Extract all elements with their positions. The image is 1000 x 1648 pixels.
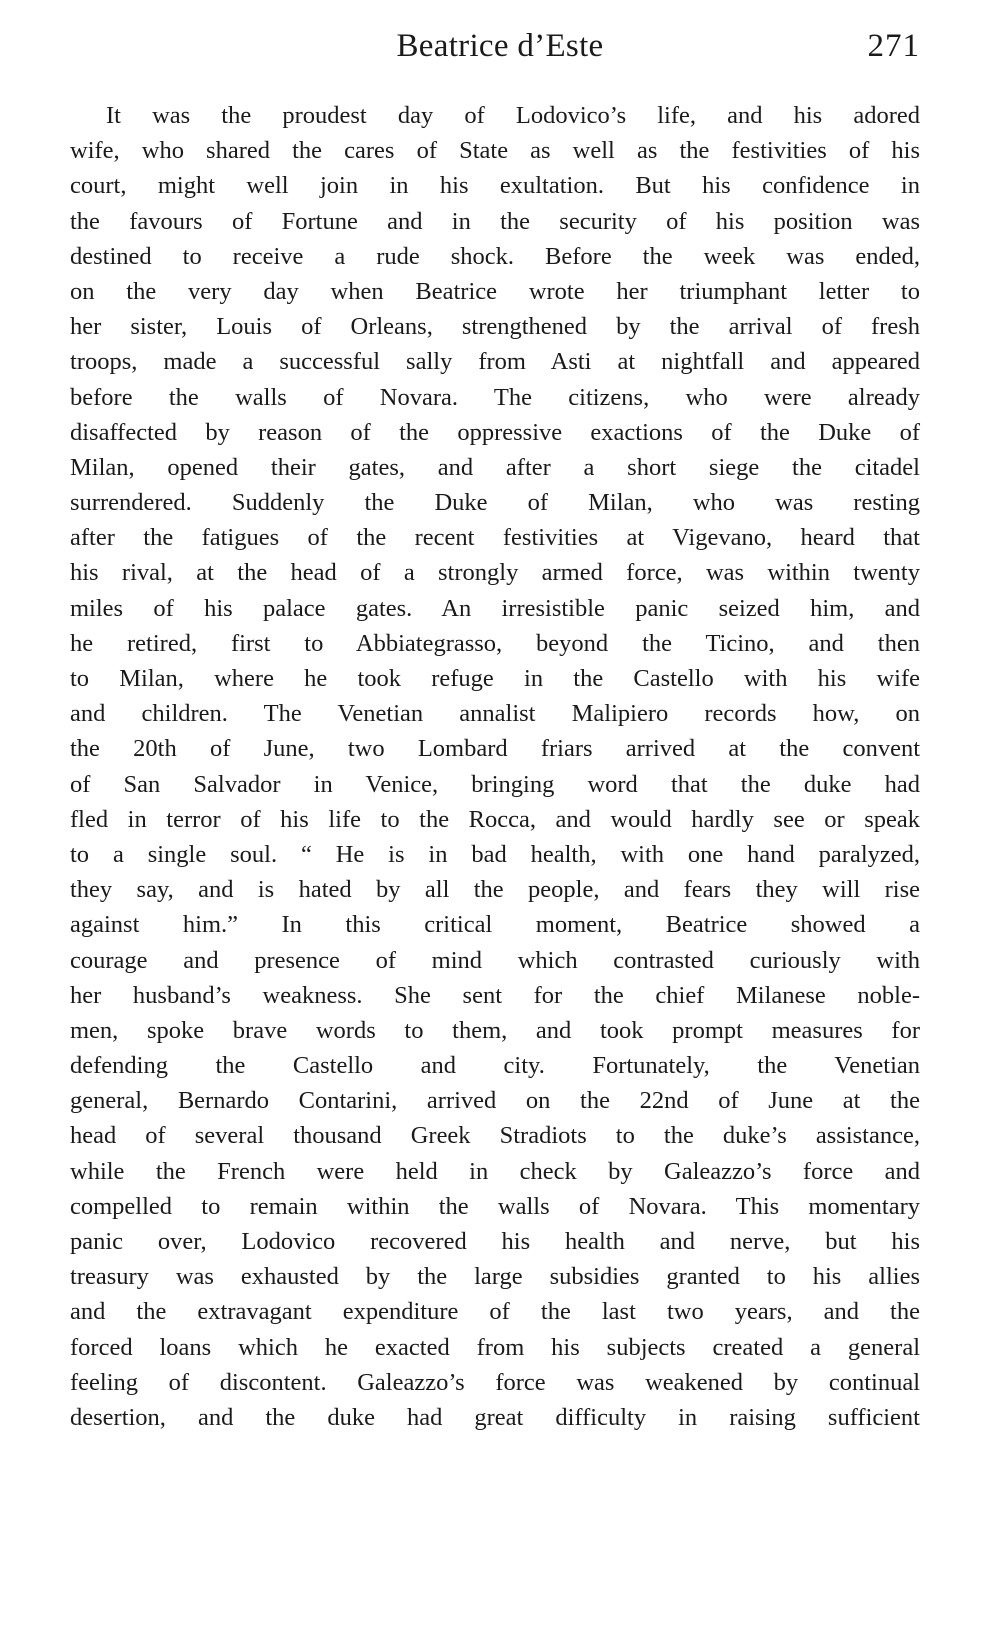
text-line: desertion, and the duke had great difficulty in raising sufficient (70, 1403, 920, 1431)
text-line: panic over, Lodovico recovered his health and nerve, but his (70, 1228, 920, 1255)
text-line: after the fatigues of the recent festivities at Vigevano, heard that (70, 524, 920, 552)
text-line: feeling of discontent. Galeazzo’s force was weakened by continual (70, 1368, 920, 1396)
text-line: defending the Castello and city. Fortunately, the Venetian (70, 1052, 920, 1080)
page-number: 271 (867, 28, 920, 64)
text-line: he retired, first to Abbiategrasso, beyond the Ticino, and then (70, 629, 920, 657)
text-line: the favours of Fortune and in the security of his position was (70, 207, 920, 235)
text-line: while the French were held in check by Galeazzo’s force and (70, 1157, 920, 1185)
body-paragraph (70, 98, 920, 1435)
text-line: surrendered. Suddenly the Duke of Milan, who was resting (70, 489, 920, 517)
text-line: treasury was exhausted by the large subsidies granted to his allies (70, 1263, 920, 1291)
text-line: her sister, Louis of Orleans, strengthened by the arrival of fresh (70, 313, 920, 341)
text-line: compelled to remain within the walls of Novara. This momentary (70, 1192, 920, 1220)
text-line: forced loans which he exacted from his subjects created a general (70, 1333, 920, 1361)
text-line: miles of his palace gates. An irresistible panic seized him, and (70, 594, 920, 622)
text-line: to a single soul. “ He is in bad health, with one hand paralyzed, (70, 840, 920, 868)
text-line: his rival, at the head of a strongly armed force, was within twenty (70, 559, 920, 587)
text-line: her husband’s weakness. She sent for the chief Milanese noble- (70, 981, 920, 1009)
text-line: wife, who shared the cares of State as well as the festivities of his (70, 137, 920, 165)
text-line: men, spoke brave words to them, and took prompt measures for (70, 1016, 920, 1044)
text-line: head of several thousand Greek Stradiots to the duke’s assistance, (70, 1122, 920, 1150)
text-line: and children. The Venetian annalist Malipiero records how, on (70, 700, 920, 728)
text-line: fled in terror of his life to the Rocca, and would hardly see or speak (70, 805, 920, 833)
text-line: of San Salvador in Venice, bringing word that the duke had (70, 770, 920, 798)
text-line: on the very day when Beatrice wrote her triumphant letter to (70, 277, 920, 305)
text-line: disaffected by reason of the oppressive exactions of the Duke of (70, 418, 920, 446)
text-line: destined to receive a rude shock. Before the week was ended, (70, 242, 920, 270)
text-line: and the extravagant expenditure of the last two years, and the (70, 1298, 920, 1326)
text-line: court, might well join in his exultation. But his confidence in (70, 172, 920, 200)
running-title: Beatrice d’Este (396, 28, 604, 64)
text-line: Milan, opened their gates, and after a short siege the citadel (70, 453, 920, 481)
text-line: It was the proudest day of Lodovico’s life, and his adored (106, 102, 920, 129)
text-line: before the walls of Novara. The citizens, who were already (70, 383, 920, 411)
text-line: courage and presence of mind which contrasted curiously with (70, 946, 920, 974)
text-line: the 20th of June, two Lombard friars arrived at the convent (70, 735, 920, 763)
text-line: general, Bernardo Contarini, arrived on the 22nd of June at the (70, 1087, 920, 1115)
text-line: they say, and is hated by all the people, and fears they will rise (70, 876, 920, 904)
text-line: to Milan, where he took refuge in the Castello with his wife (70, 665, 920, 692)
text-line: against him.” In this critical moment, Beatrice showed a (70, 911, 920, 939)
text-line: troops, made a successful sally from Asti at nightfall and appeared (70, 348, 920, 376)
